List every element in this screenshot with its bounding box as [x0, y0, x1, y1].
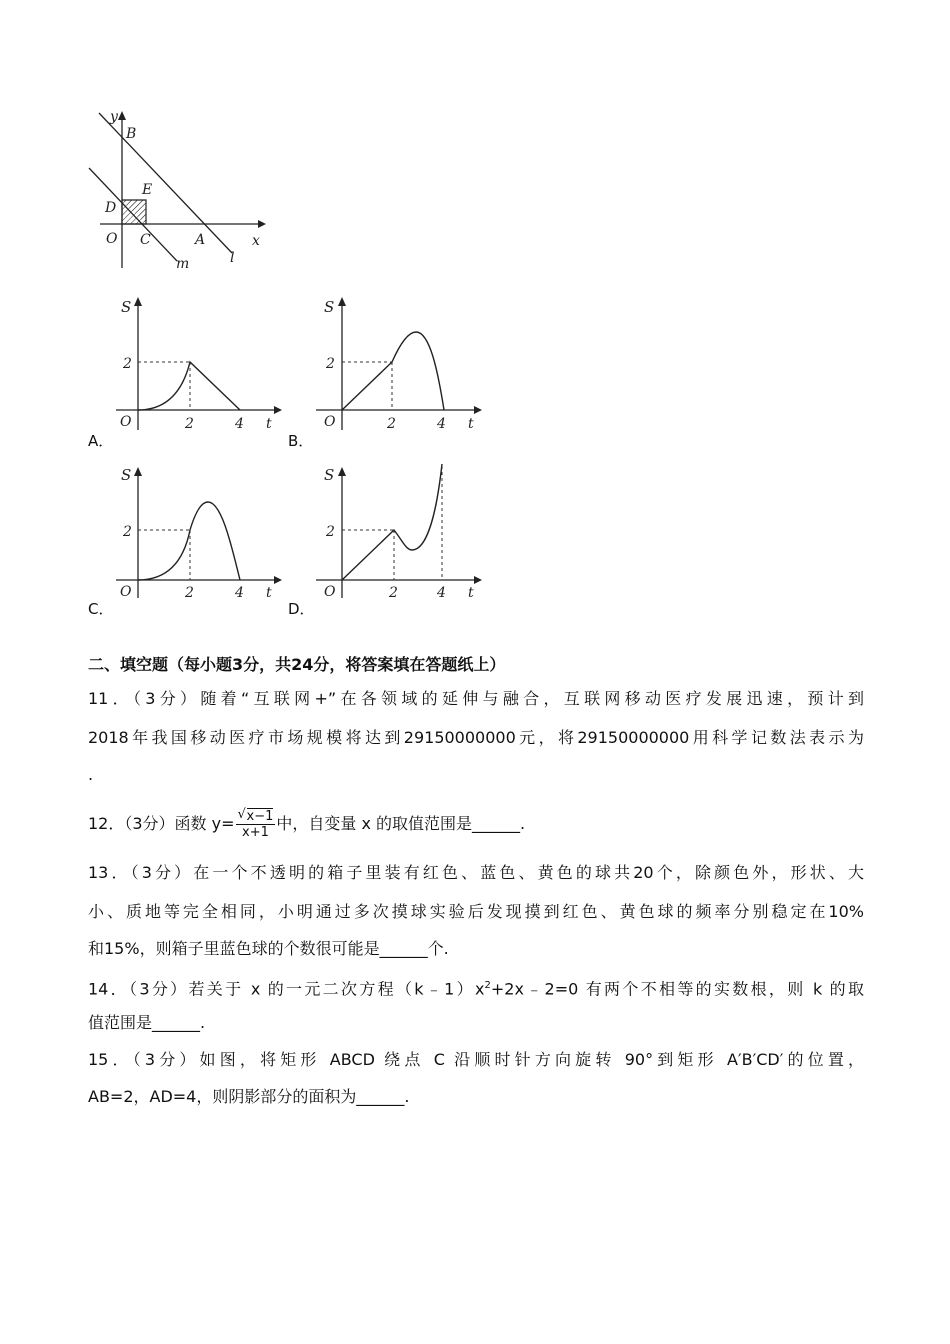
origin-label: O: [324, 584, 336, 598]
sqrt-icon: √: [237, 807, 246, 822]
q12-fraction: [236, 809, 276, 840]
s-label: S: [121, 466, 132, 484]
label-y: y: [110, 109, 118, 125]
q15-line2: AB=2，AD=4，则阴影部分的面积为______.: [88, 1087, 410, 1106]
label-D: D: [105, 200, 117, 216]
s-label: S: [324, 466, 335, 484]
graph-c: [108, 458, 283, 598]
s-label: S: [324, 298, 335, 316]
q13-line1: 13．（3分）在一个不透明的箱子里装有红色、蓝色、黄色的球共20个，除颜色外，形状、大: [88, 863, 864, 882]
curve-d: [342, 464, 442, 580]
q12-prefix: 12．（3分）函数 y=: [88, 814, 235, 833]
label-l: l: [230, 250, 235, 266]
graph-b: [308, 292, 483, 432]
q13-line3: 和15%，则箱子里蓝色球的个数很可能是______个.: [88, 939, 449, 958]
graph-d: [308, 458, 483, 598]
label-m: m: [176, 256, 190, 272]
t-label: t: [468, 585, 474, 598]
xtick-4: 4: [437, 585, 446, 598]
q15-line1: 15．（3分）如图，将矩形 ABCD 绕点 C 沿顺时针方向旋转 90°到矩形 A′B′CD′的位置，: [88, 1050, 864, 1069]
ytick-2: 2: [326, 356, 335, 372]
t-label: t: [468, 416, 474, 432]
xtick-4: 4: [235, 585, 244, 598]
ytick-2: 2: [326, 524, 335, 540]
label-E: E: [142, 182, 153, 198]
line-l: [99, 113, 232, 253]
label-x: x: [252, 233, 260, 249]
origin-label: O: [324, 414, 336, 430]
q14-part2: +2x﹣2=0 有两个不相等的实数根，则 k 的取: [490, 979, 864, 999]
label-C: C: [140, 232, 151, 248]
q12-numerator: x−1: [246, 809, 274, 824]
q14-line2: 值范围是______.: [88, 1013, 206, 1032]
curve-b: [342, 332, 444, 410]
label-A: A: [195, 232, 206, 248]
q13-line2: 小、质地等完全相同，小明通过多次摸球实验后发现摸到红色、黄色球的频率分别稳定在10%: [88, 902, 864, 921]
xtick-4: 4: [235, 416, 244, 432]
label-B: B: [126, 126, 137, 142]
ytick-2: 2: [123, 524, 132, 540]
q14-sup: 2: [484, 980, 491, 991]
graph-a: [108, 292, 283, 432]
q11-line2: 2018年我国移动医疗市场规模将达到29150000000元，将29150000000用科学记数法表示为: [88, 728, 864, 747]
xtick-4: 4: [437, 416, 446, 432]
xtick-2: 2: [185, 585, 194, 598]
t-label: t: [266, 585, 272, 598]
s-label: S: [121, 298, 132, 316]
option-a-label: A．: [88, 432, 114, 450]
origin-label: O: [120, 414, 132, 430]
xtick-2: 2: [387, 416, 396, 432]
q12-line: [88, 808, 525, 840]
q12-denominator: x+1: [242, 825, 269, 840]
x-axis-arrow: [258, 220, 266, 228]
curve-a: [138, 362, 240, 410]
q11-line1: 11．（3分）随着“互联网+”在各领域的延伸与融合，互联网移动医疗发展迅速，预计到: [88, 689, 864, 708]
option-d-label: D．: [288, 600, 315, 618]
curve-c: [138, 502, 240, 580]
q11-line3: .: [88, 765, 94, 784]
section-title: 二、填空题（每小题3分，共24分，将答案填在答题纸上）: [88, 655, 506, 674]
ytick-2: 2: [123, 356, 132, 372]
xtick-2: 2: [185, 416, 194, 432]
q12-suffix: 中，自变量 x 的取值范围是______.: [276, 814, 526, 833]
coordinate-figure: [82, 108, 272, 273]
y-axis-arrow: [118, 111, 126, 120]
q14-line1: [88, 975, 864, 1000]
origin-label: O: [120, 584, 132, 598]
option-b-label: B．: [288, 432, 314, 450]
label-O: O: [106, 231, 118, 247]
xtick-2: 2: [389, 585, 398, 598]
q14-part1: 14．（3分）若关于 x 的一元二次方程（k﹣1）x: [88, 979, 485, 999]
t-label: t: [266, 416, 272, 432]
option-c-label: C．: [88, 600, 114, 618]
